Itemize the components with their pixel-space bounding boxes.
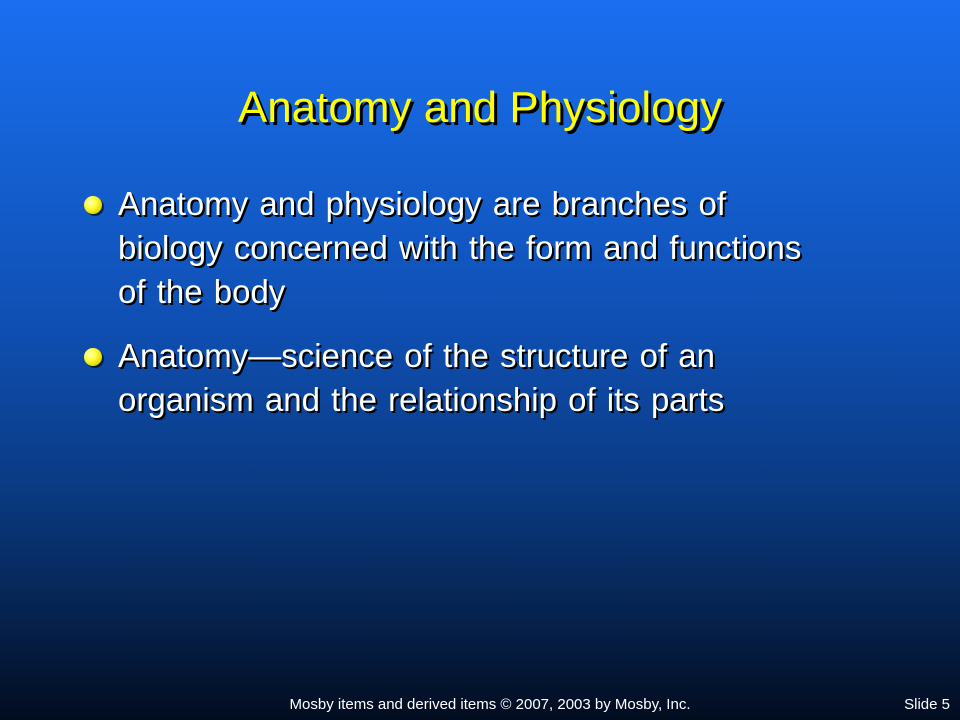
bullet-list [84, 182, 824, 442]
bullet-dot-icon [84, 196, 102, 214]
footer-copyright: Mosby items and derived items © 2007, 2003 by Mosby, Inc. [289, 696, 691, 713]
slide-title: Anatomy and Physiology [237, 83, 723, 132]
bullet-item [84, 182, 824, 314]
bullet-dot-icon [84, 348, 102, 366]
slide-number: Slide 5 [904, 696, 950, 713]
bullet-text: Anatomy—science of the structure of an organism and the relationship of its parts [118, 337, 725, 418]
bullet-text: Anatomy and physiology are branches of biology concerned with the form and functions of the body [118, 185, 802, 310]
bullet-item [84, 334, 824, 422]
